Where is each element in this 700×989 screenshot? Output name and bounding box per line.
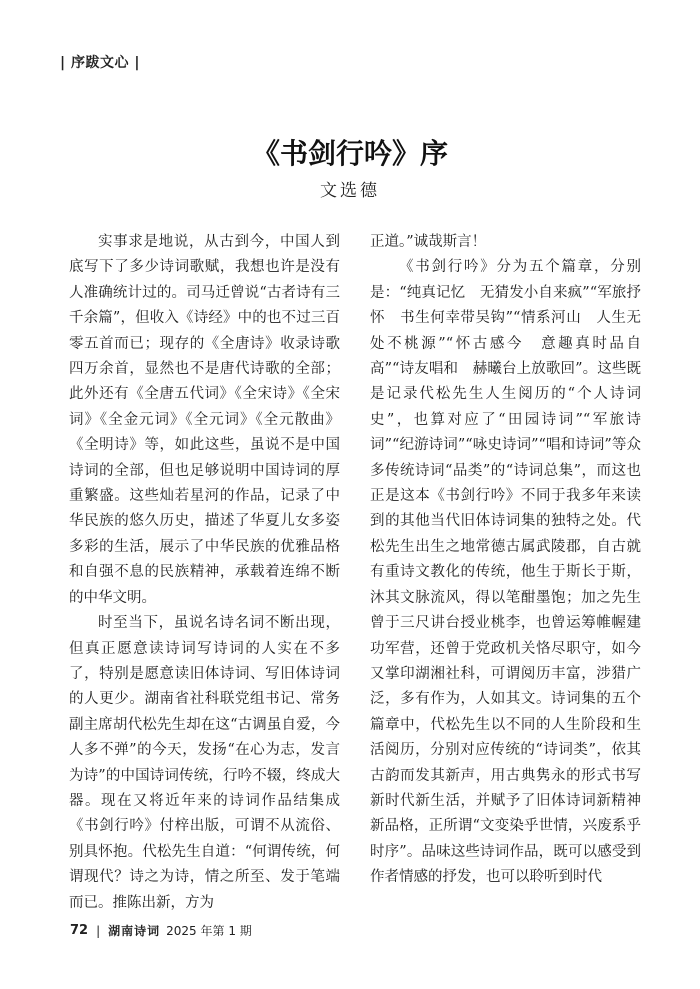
right-column [370,230,641,891]
paragraph-continuation: 正道。”诚哉斯言！ [370,234,487,250]
paragraph: 《书剑行吟》分为五个篇章，分别是：“纯真记忆 无猜发小自来疯”“军旅抒怀 书生何幸带吴钩”“情系河山 人生无处不桃源”“怀古感今 意趣真时品自高”“诗友唱和 赫曦台上放歌回”。这些既是记录代松先生人生阅历的“个人诗词史”，也算对应了“田园诗词”“军旅诗词”“纪游诗词”“咏史诗词”“唱和诗词”等众多传统诗词“品类”的“诗词总集”，而这也正是这本《书剑行吟》不同于我多年来读到的其他当代旧体诗词集的独特之处。代松先生出生之地常德古属武陵郡，自古就有重诗文教化的传统，他生于斯长于斯，沐其文脉流风，得以笔酣墨饱；加之先生曾于三尺讲台授业桃李，也曾运筹帷幄建功军营，还曾于党政机关恪尽职守，如今又掌印湖湘社科，可谓阅历丰富，涉猎广泛，多有作为，人如其文。诗词集的五个篇章中，代松先生以不同的人生阶段和生活阅历，分别对应传统的“诗词类”，依其古韵而发其新声，用古典隽永的形式书写新时代新生活，并赋予了旧体诗词新精神新品格，正所谓“文变染乎世情，兴废系乎时序”。品味这些诗词作品，既可以感受到作者情感的抒发，也可以聆听到时代 [370,259,641,886]
article-title: 《书剑行吟》序 [251,137,448,170]
left-column [69,230,340,916]
paragraph: 时至当下，虽说名诗名词不断出现，但真正愿意读诗词写诗词的人实在不多了，特别是愿意读旧体诗词、写旧体诗词的人更少。湖南省社科联党组书记、常务副主席胡代松先生却在这“古调虽自爱，今人多不弹”的今天，发扬“在心为志，发言为诗”的中国诗词传统，行吟不辍，终成大器。现在又将近年来的诗词作品结集成《书剑行吟》付梓出版，可谓不从流俗、别具怀抱。代松先生自道：“何谓传统，何谓现代？诗之为诗，情之所至、发于笔端而已。推陈出新，方为 [69,615,340,911]
article-author: 文选德 [320,181,380,201]
section-label: | 序跋文心 | [60,55,140,71]
magazine-logo: 湖南诗词 [108,924,161,938]
issue-label: 2025 年第 1 期 [166,924,252,938]
footer-divider: | [96,923,101,938]
paragraph: 实事求是地说，从古到今，中国人到底写下了多少诗词歌赋，我想也许是没有人准确统计过的。司马迁曾说“古者诗有三千余篇”，但收入《诗经》中的也不过三百零五首而已；现存的《全唐诗》收录诗歌四万余首，显然也不是唐代诗歌的全部；此外还有《全唐五代词》《全宋诗》《全宋词》《全金元词》《全元词》《全元散曲》《全明诗》等，如此这些，虽说不是中国诗词的全部，但也足够说明中国诗词的厚重繁盛。这些灿若星河的作品，记录了中华民族的悠久历史，描述了华夏儿女多姿多彩的生活，展示了中华民族的优雅品格和自强不息的民族精神，承载着连绵不断的中华文明。 [69,234,340,606]
page-number: 72 [70,923,89,938]
page-footer [70,922,252,939]
